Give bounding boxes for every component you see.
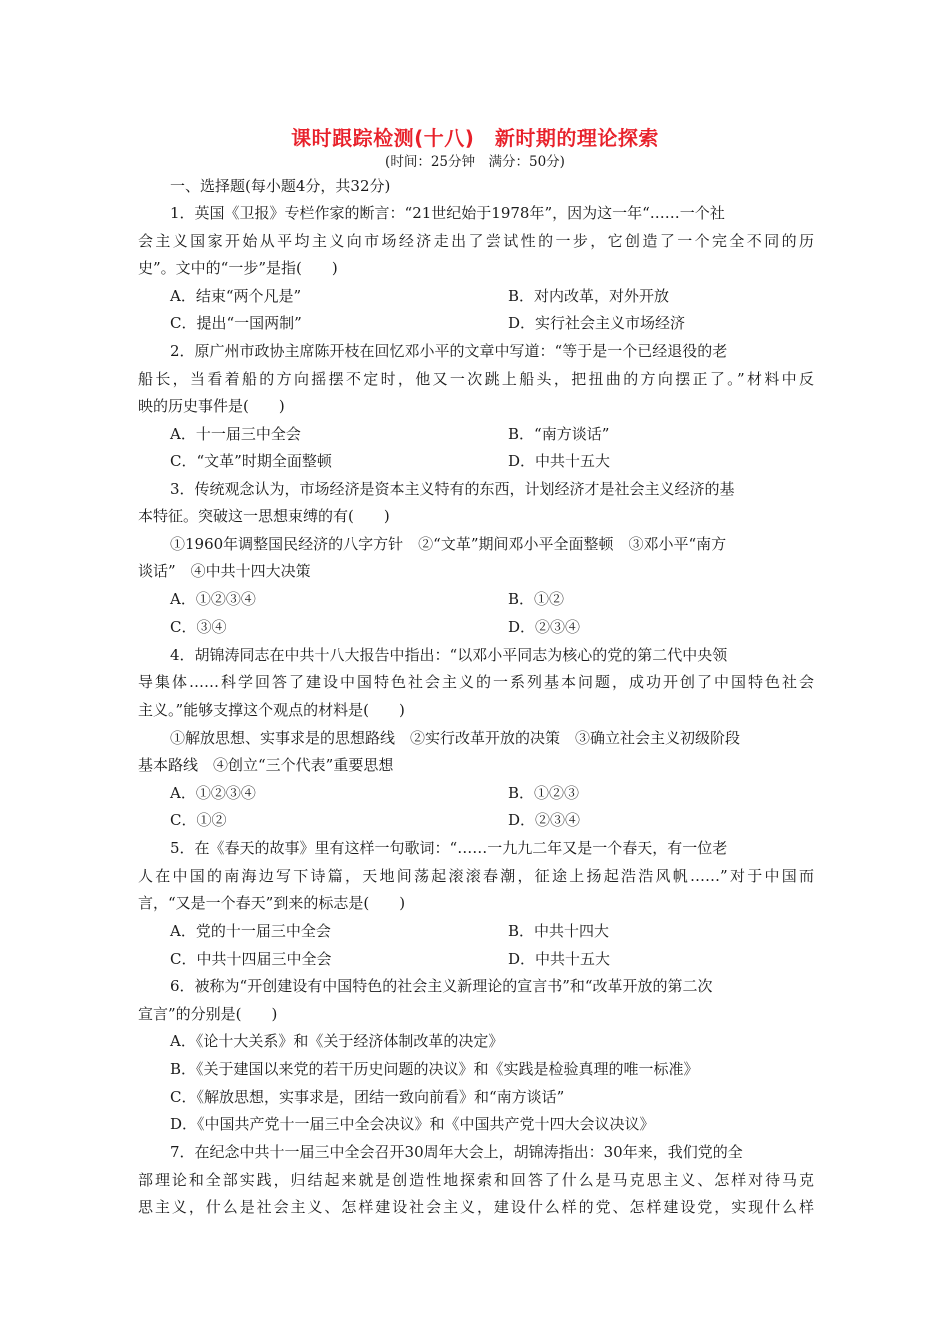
question-1-text: 史”。文中的“一步”是指( ) bbox=[138, 259, 338, 277]
question-5-text: 人在中国的南海边写下诗篇，天地间荡起滚滚春潮，征途上扬起浩浩风帆……”对于中国而 bbox=[138, 867, 814, 885]
question-6-text: 6．被称为“开创建设有中国特色的社会主义新理论的宣言书”和“改革开放的第二次 bbox=[170, 977, 713, 995]
question-4-option-b: B．①②③ bbox=[508, 784, 580, 802]
question-1-text: 会主义国家开始从平均主义向市场经济走出了尝试性的一步，它创造了一个完全不同的历 bbox=[138, 232, 814, 250]
question-4-option-a: A．①②③④ bbox=[170, 784, 256, 802]
question-4-items: ①解放思想、实事求是的思想路线 ②实行改革开放的决策 ③确立社会主义初级阶段 bbox=[170, 729, 741, 747]
question-3-text: 3．传统观念认为，市场经济是资本主义特有的东西，计划经济才是社会主义经济的基 bbox=[170, 480, 735, 498]
question-2-text: 2．原广州市政协主席陈开枝在回忆邓小平的文章中写道：“等于是一个已经退役的老 bbox=[170, 342, 728, 360]
question-5-option-a: A．党的十一届三中全会 bbox=[170, 922, 331, 940]
question-7-text: 7．在纪念中共十一届三中全会召开30周年大会上，胡锦涛指出：30年来，我们党的全 bbox=[170, 1143, 743, 1161]
page-title: 课时跟踪检测(十八) 新时期的理论探索 bbox=[291, 126, 659, 150]
question-4-option-c: C．①② bbox=[170, 811, 227, 829]
question-2-option-b: B．“南方谈话” bbox=[508, 425, 610, 443]
question-6-option-d: D．《中国共产党十一届三中全会决议》和《中国共产党十四大会议决议》 bbox=[170, 1115, 655, 1133]
question-2-option-a: A．十一届三中全会 bbox=[170, 425, 301, 443]
question-4-option-d: D．②③④ bbox=[508, 811, 581, 829]
page-subtitle: (时间：25分钟 满分：50分) bbox=[385, 154, 565, 170]
question-3-option-a: A．①②③④ bbox=[170, 590, 256, 608]
question-5-option-c: C．中共十四届三中全会 bbox=[170, 950, 332, 968]
question-5-text: 言，“又是一个春天”到来的标志是( ) bbox=[138, 894, 406, 912]
question-1-option-b: B．对内改革，对外开放 bbox=[508, 287, 670, 305]
question-5-option-d: D．中共十五大 bbox=[508, 950, 611, 968]
question-2-option-d: D．中共十五大 bbox=[508, 452, 611, 470]
question-3-items: 谈话” ④中共十四大决策 bbox=[138, 562, 311, 580]
question-1-option-c: C．提出“一国两制” bbox=[170, 314, 302, 332]
question-4-text: 主义。”能够支撑这个观点的材料是( ) bbox=[138, 701, 405, 719]
question-4-text: 4．胡锦涛同志在中共十八大报告中指出：“以邓小平同志为核心的党的第二代中央领 bbox=[170, 646, 728, 664]
question-7-text: 思主义，什么是社会主义、怎样建设社会主义，建设什么样的党、怎样建设党，实现什么样 bbox=[138, 1198, 814, 1216]
question-2-text: 船长，当看着船的方向摇摆不定时，他又一次跳上船头，把扭曲的方向摆正了。”材料中反 bbox=[138, 370, 814, 388]
question-6-text: 宣言”的分别是( ) bbox=[138, 1005, 278, 1023]
question-6-option-b: B．《关于建国以来党的若干历史问题的决议》和《实践是检验真理的唯一标准》 bbox=[170, 1060, 699, 1078]
question-2-text: 映的历史事件是( ) bbox=[138, 397, 285, 415]
question-4-text: 导集体……科学回答了建设中国特色社会主义的一系列基本问题，成功开创了中国特色社会 bbox=[138, 673, 814, 691]
question-7-text: 部理论和全部实践，归结起来就是创造性地探索和回答了什么是马克思主义、怎样对待马克 bbox=[138, 1171, 814, 1189]
question-4-items: 基本路线 ④创立“三个代表”重要思想 bbox=[138, 756, 394, 774]
question-3-option-b: B．①② bbox=[508, 590, 565, 608]
question-3-option-c: C．③④ bbox=[170, 618, 227, 636]
question-6-option-a: A．《论十大关系》和《关于经济体制改革的决定》 bbox=[170, 1032, 504, 1050]
question-6-option-c: C．《解放思想，实事求是，团结一致向前看》和“南方谈话” bbox=[170, 1088, 565, 1106]
question-1-option-a: A．结束“两个凡是” bbox=[170, 287, 302, 305]
question-2-option-c: C．“文革”时期全面整顿 bbox=[170, 452, 332, 470]
section-heading: 一、选择题(每小题4分，共32分) bbox=[170, 177, 391, 195]
question-3-option-d: D．②③④ bbox=[508, 618, 581, 636]
question-5-text: 5．在《春天的故事》里有这样一句歌词：“……一九九二年又是一个春天，有一位老 bbox=[170, 839, 728, 857]
question-3-text: 本特征。突破这一思想束缚的有( ) bbox=[138, 507, 390, 525]
question-1-option-d: D．实行社会主义市场经济 bbox=[508, 314, 686, 332]
question-1-text: 1．英国《卫报》专栏作家的断言：“21世纪始于1978年”，因为这一年“……一个社 bbox=[170, 204, 725, 222]
question-3-items: ①1960年调整国民经济的八字方针 ②“文革”期间邓小平全面整顿 ③邓小平“南方 bbox=[170, 535, 727, 553]
question-5-option-b: B．中共十四大 bbox=[508, 922, 610, 940]
